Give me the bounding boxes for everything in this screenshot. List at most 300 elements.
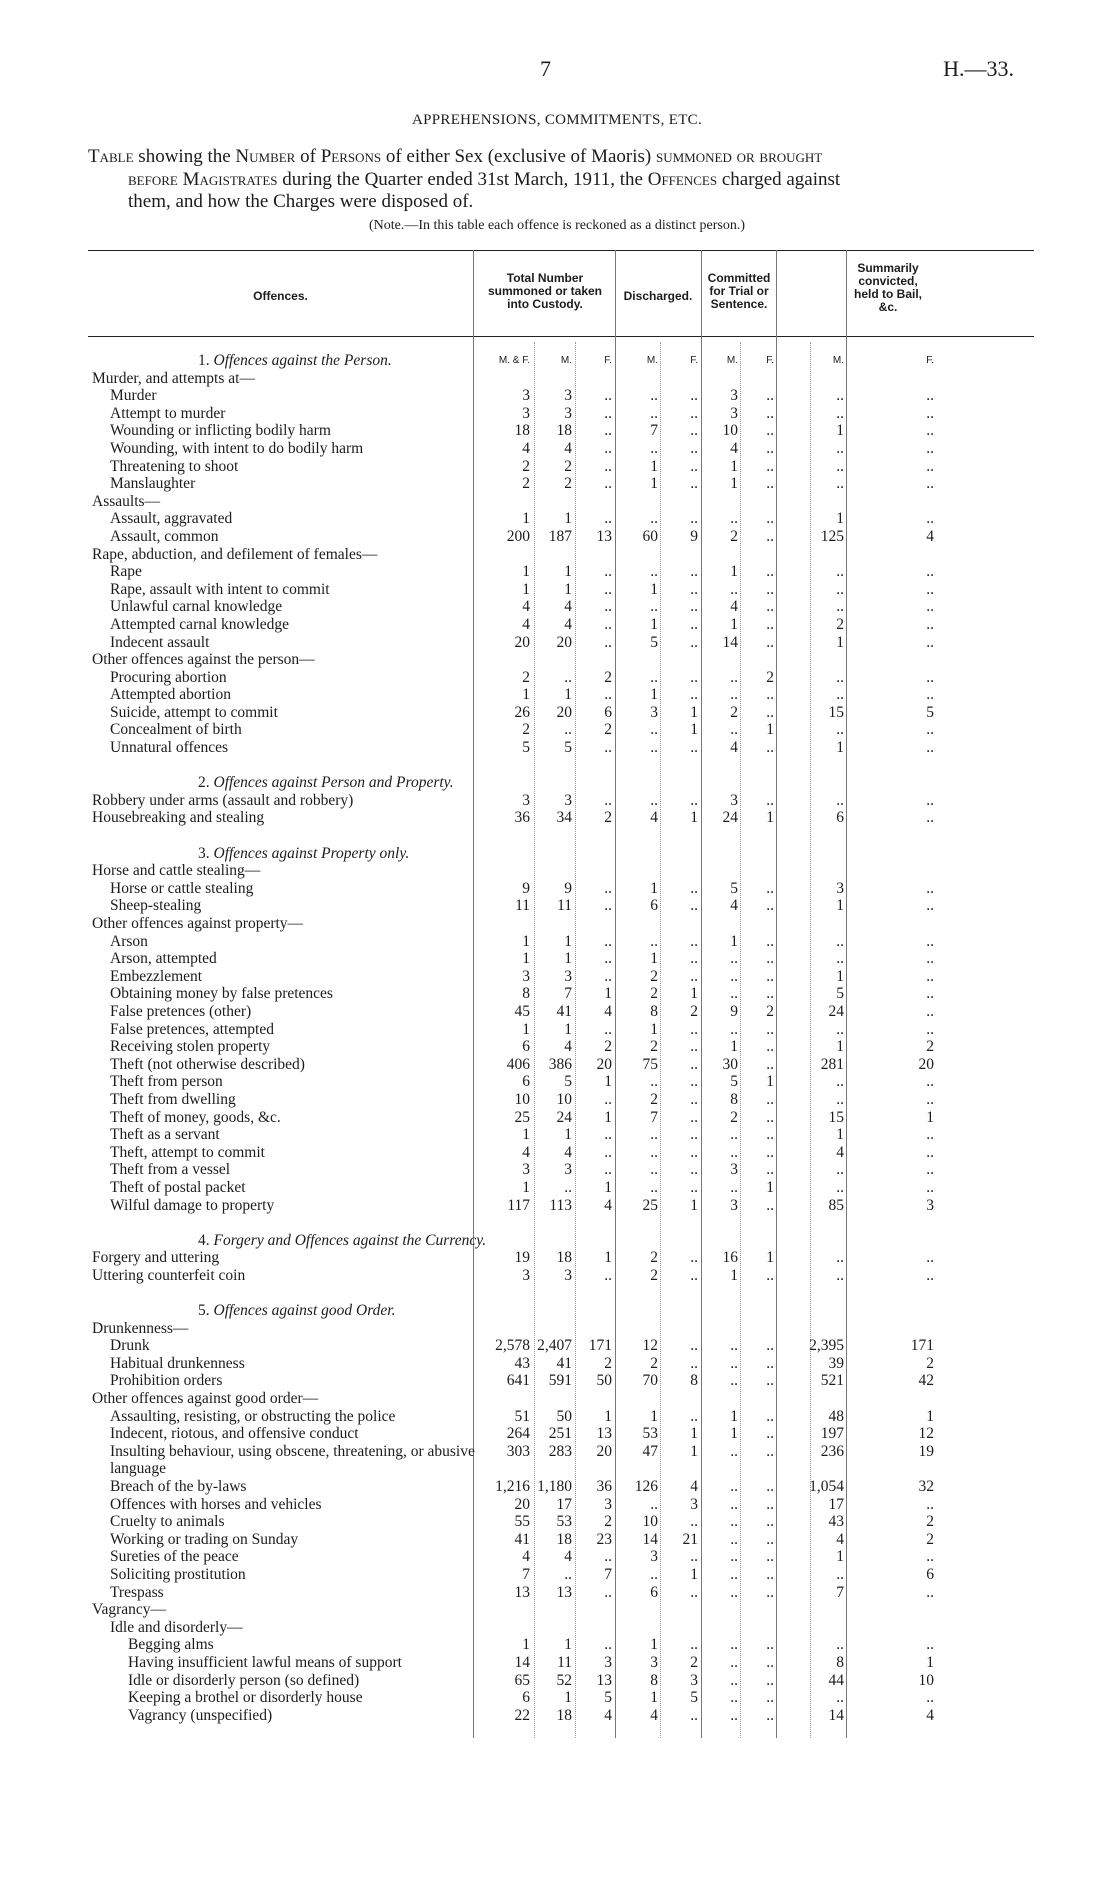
table-row	[88, 1126, 1034, 1144]
value-cell: 50	[556, 1407, 572, 1425]
value-cell: ..	[690, 1636, 698, 1654]
value-cell: 6	[836, 809, 844, 827]
value-cell: 5	[650, 633, 658, 651]
offence-label: Assaulting, resisting, or obstructing the police	[110, 1407, 396, 1425]
value-cell: 11	[515, 897, 530, 915]
table-row	[88, 1513, 1034, 1531]
value-cell: ..	[926, 387, 934, 405]
offence-label: Soliciting prostitution	[110, 1565, 246, 1583]
value-cell: ..	[690, 422, 698, 440]
value-cell: ..	[730, 985, 738, 1003]
value-cell: ..	[766, 1425, 774, 1443]
value-cell: 20	[556, 703, 572, 721]
value-cell: 6	[650, 1583, 658, 1601]
value-cell: 26	[514, 703, 530, 721]
value-cell: 6	[522, 1038, 530, 1056]
value-cell: ..	[730, 721, 738, 739]
value-cell: ..	[926, 1178, 934, 1196]
value-cell: 1	[604, 1073, 612, 1091]
value-cell: 4	[564, 1143, 572, 1161]
value-cell: 7	[564, 985, 572, 1003]
value-cell: ..	[650, 1495, 658, 1513]
value-cell: ..	[766, 897, 774, 915]
value-cell: ..	[926, 1689, 934, 1707]
value-cell: 1	[650, 475, 658, 493]
value-cell: 1	[690, 985, 698, 1003]
value-cell: ..	[690, 879, 698, 897]
value-cell: ..	[766, 1653, 774, 1671]
table-row	[88, 915, 1034, 933]
value-cell: ..	[926, 1090, 934, 1108]
table-row	[88, 634, 1034, 652]
value-cell: 42	[918, 1372, 934, 1390]
value-cell: 1	[650, 580, 658, 598]
value-cell: ..	[926, 809, 934, 827]
value-cell: 4	[650, 1706, 658, 1724]
value-cell: 50	[596, 1372, 612, 1390]
offence-label: Theft as a servant	[110, 1126, 220, 1144]
offence-label: Theft from person	[110, 1073, 223, 1091]
value-cell: ..	[690, 1038, 698, 1056]
value-cell: ..	[766, 1671, 774, 1689]
spacer-row	[88, 757, 1034, 775]
value-cell: 2	[926, 1354, 934, 1372]
value-cell: ..	[836, 387, 844, 405]
value-cell: 44	[828, 1671, 844, 1689]
value-cell: 2	[604, 721, 612, 739]
value-cell: 2	[650, 967, 658, 985]
value-cell: 2	[690, 1002, 698, 1020]
value-cell: ..	[604, 475, 612, 493]
value-cell: 3	[604, 1653, 612, 1671]
value-cell: M.	[832, 355, 844, 366]
value-cell: ..	[650, 598, 658, 616]
offence-label: Breach of the by-laws	[110, 1478, 247, 1495]
offence-label: Manslaughter	[110, 475, 196, 493]
value-cell: ..	[926, 950, 934, 968]
value-cell: 15	[828, 703, 844, 721]
value-cell: ..	[766, 510, 774, 528]
value-cell: 3	[650, 1653, 658, 1671]
value-cell: 20	[514, 1495, 530, 1513]
value-cell: 4	[564, 615, 572, 633]
page-number: 7	[540, 56, 551, 81]
value-cell: 17	[828, 1495, 844, 1513]
offence-label: Vagrancy (unspecified)	[128, 1706, 273, 1724]
value-cell: ..	[926, 1266, 934, 1284]
value-cell: 4	[730, 897, 738, 915]
value-cell: 24	[556, 1108, 572, 1126]
value-cell: 5	[604, 1689, 612, 1707]
value-cell: ..	[766, 1196, 774, 1214]
value-cell: 4	[564, 598, 572, 616]
value-cell: 13	[596, 527, 612, 545]
table-row	[88, 1496, 1034, 1514]
value-cell: ..	[690, 475, 698, 493]
offence-label: Assault, aggravated	[110, 510, 233, 528]
value-cell: M. & F.	[498, 355, 530, 366]
offence-label: Wilful damage to property	[110, 1196, 275, 1214]
offence-label: Theft from dwelling	[110, 1090, 236, 1108]
value-cell: 1	[650, 686, 658, 704]
table-row	[88, 1197, 1034, 1215]
value-cell: ..	[730, 1442, 738, 1460]
value-cell: 1	[836, 1038, 844, 1056]
value-cell: 3	[650, 703, 658, 721]
value-cell: ..	[836, 1178, 844, 1196]
value-cell: 1	[690, 1565, 698, 1583]
value-cell: ..	[604, 439, 612, 457]
value-cell: 1	[564, 1636, 572, 1654]
table-row	[88, 1601, 1034, 1619]
value-cell: ..	[766, 1038, 774, 1056]
value-cell: 1	[650, 615, 658, 633]
value-cell: 1	[650, 1689, 658, 1707]
table-row	[88, 1109, 1034, 1127]
table-row	[88, 792, 1034, 810]
value-cell: 1	[522, 950, 530, 968]
offence-label: Arson, attempted	[110, 950, 217, 968]
offence-label: Trespass	[110, 1583, 164, 1601]
value-cell: ..	[604, 580, 612, 598]
value-cell: 1	[522, 1126, 530, 1144]
table-row	[88, 1372, 1034, 1390]
value-cell: 200	[506, 527, 530, 545]
offence-label: Horse or cattle stealing	[110, 879, 254, 897]
table-top-rule	[88, 250, 1034, 251]
value-cell: ..	[766, 1055, 774, 1073]
value-cell: ..	[690, 668, 698, 686]
value-cell: 2,407	[537, 1337, 572, 1355]
value-cell: 4	[604, 1706, 612, 1724]
value-cell: 9	[522, 879, 530, 897]
value-cell: 4	[522, 439, 530, 457]
value-cell: 1	[690, 809, 698, 827]
offence-label: Habitual drunkenness	[110, 1354, 245, 1372]
header-summarily: Summarily convicted, held to Bail, &c.	[853, 261, 922, 314]
value-cell: ..	[690, 439, 698, 457]
value-cell: 5	[836, 985, 844, 1003]
value-cell: ..	[730, 1583, 738, 1601]
value-cell: 4	[604, 1196, 612, 1214]
value-cell: 2,578	[495, 1337, 530, 1355]
offence-label: Forgery and uttering	[92, 1249, 220, 1267]
value-cell: 5	[730, 879, 738, 897]
value-cell: ..	[690, 967, 698, 985]
value-cell: ..	[926, 1636, 934, 1654]
value-cell: 1	[564, 932, 572, 950]
table-row	[88, 1707, 1034, 1725]
value-cell: 2	[604, 1513, 612, 1531]
value-cell: ..	[604, 932, 612, 950]
value-cell: ..	[766, 1266, 774, 1284]
offence-label: Drunk	[110, 1337, 150, 1355]
value-cell: 25	[514, 1108, 530, 1126]
value-cell: ..	[730, 1548, 738, 1566]
value-cell: 1	[730, 475, 738, 493]
value-cell: 2	[730, 527, 738, 545]
value-cell: 1	[836, 633, 844, 651]
value-cell: 2	[650, 1354, 658, 1372]
value-cell: 24	[722, 809, 738, 827]
value-cell: M.	[560, 355, 572, 366]
value-cell: ..	[730, 1143, 738, 1161]
offence-label: Horse and cattle stealing—	[92, 862, 261, 880]
table-row	[88, 546, 1034, 564]
value-cell: 18	[556, 1706, 572, 1724]
value-cell: ..	[836, 1565, 844, 1583]
table-row	[88, 458, 1034, 476]
offence-label: Attempted carnal knowledge	[110, 615, 290, 633]
value-cell: 6	[604, 703, 612, 721]
value-cell: 3	[730, 404, 738, 422]
table-header-rule	[88, 336, 1034, 337]
value-cell: 251	[548, 1425, 572, 1443]
value-cell: ..	[730, 686, 738, 704]
table-row	[88, 845, 1034, 863]
value-cell: 20	[556, 633, 572, 651]
value-cell: ..	[690, 1583, 698, 1601]
value-cell: 4	[604, 1002, 612, 1020]
value-cell: 4	[564, 1548, 572, 1566]
value-cell: ..	[690, 457, 698, 475]
value-cell: 4	[522, 598, 530, 616]
value-cell: ..	[766, 387, 774, 405]
value-cell: 51	[514, 1407, 530, 1425]
value-cell: 1	[604, 1108, 612, 1126]
value-cell: ..	[766, 703, 774, 721]
value-cell: ..	[730, 1689, 738, 1707]
value-cell: ..	[836, 1636, 844, 1654]
value-cell: 1	[650, 1407, 658, 1425]
spacer-row	[88, 1284, 1034, 1302]
value-cell: 2	[604, 809, 612, 827]
value-cell: 10	[918, 1671, 934, 1689]
value-cell: ..	[730, 950, 738, 968]
value-cell: 45	[514, 1002, 530, 1020]
value-cell: 7	[836, 1583, 844, 1601]
value-cell: 1	[522, 932, 530, 950]
value-cell: 4	[564, 439, 572, 457]
value-cell: ..	[766, 1407, 774, 1425]
value-cell: 7	[522, 1565, 530, 1583]
offence-label: 5. Offences against good Order.	[198, 1302, 396, 1320]
value-cell: 9	[564, 879, 572, 897]
value-cell: 15	[828, 1108, 844, 1126]
table-row	[88, 1021, 1034, 1039]
table-row	[88, 1003, 1034, 1021]
value-cell: 1	[650, 1636, 658, 1654]
value-cell: 3	[522, 404, 530, 422]
value-cell: ..	[690, 580, 698, 598]
value-cell: 3	[926, 1196, 934, 1214]
value-cell: ..	[926, 1143, 934, 1161]
value-cell: 9	[690, 527, 698, 545]
value-cell: ..	[650, 1126, 658, 1144]
value-cell: 6	[522, 1689, 530, 1707]
table-row	[88, 704, 1034, 722]
value-cell: ..	[926, 897, 934, 915]
value-cell: 5	[564, 1073, 572, 1091]
value-cell: 1	[690, 721, 698, 739]
value-cell: 303	[506, 1442, 530, 1460]
value-cell: 1	[604, 1249, 612, 1267]
header-total: Total Number summoned or taken into Custody.	[487, 271, 603, 311]
value-cell: ..	[766, 950, 774, 968]
value-cell: 1	[730, 932, 738, 950]
value-cell: 17	[556, 1495, 572, 1513]
value-cell: 13	[556, 1583, 572, 1601]
value-cell: 1	[766, 809, 774, 827]
value-cell: 4	[650, 809, 658, 827]
value-cell: 1	[926, 1407, 934, 1425]
value-cell: ..	[650, 387, 658, 405]
offence-label: Unnatural offences	[110, 739, 229, 757]
value-cell: ..	[690, 615, 698, 633]
value-cell: 10	[722, 422, 738, 440]
value-cell: 5	[730, 1073, 738, 1091]
value-cell: ..	[836, 668, 844, 686]
offence-label: Sureties of the peace	[110, 1548, 239, 1566]
offence-label: 2. Offences against Person and Property.	[198, 774, 454, 792]
value-cell: 2	[522, 475, 530, 493]
value-cell: ..	[766, 1636, 774, 1654]
value-cell: 4	[522, 1548, 530, 1566]
value-cell: 16	[722, 1249, 738, 1267]
value-cell: 48	[828, 1407, 844, 1425]
value-cell: ..	[836, 721, 844, 739]
table-row	[88, 493, 1034, 511]
value-cell: ..	[926, 1161, 934, 1179]
table-row	[88, 405, 1034, 423]
offence-label: Drunkenness—	[92, 1319, 189, 1337]
offence-label: Attempt to murder	[110, 404, 226, 422]
value-cell: 1	[836, 897, 844, 915]
value-cell: 2	[604, 1038, 612, 1056]
value-cell: ..	[926, 598, 934, 616]
value-cell: ..	[604, 387, 612, 405]
value-cell: 11	[557, 1653, 572, 1671]
value-cell: 5	[522, 739, 530, 757]
value-cell: 8	[650, 1671, 658, 1689]
value-cell: ..	[766, 475, 774, 493]
value-cell: ..	[650, 439, 658, 457]
offence-label: Working or trading on Sunday	[110, 1530, 299, 1548]
value-cell: 8	[522, 985, 530, 1003]
value-cell: ..	[604, 1090, 612, 1108]
value-cell: 1	[690, 1196, 698, 1214]
value-cell: ..	[604, 1020, 612, 1038]
offence-label: Uttering counterfeit coin	[92, 1266, 246, 1284]
value-cell: ..	[926, 633, 934, 651]
table-row	[88, 1073, 1034, 1091]
value-cell: ..	[730, 1671, 738, 1689]
value-cell: 1,216	[495, 1478, 530, 1495]
value-cell: 1	[522, 580, 530, 598]
value-cell: ..	[604, 967, 612, 985]
value-cell: 6	[650, 897, 658, 915]
value-cell: ..	[766, 1090, 774, 1108]
value-cell: 3	[604, 1495, 612, 1513]
value-cell: 10	[642, 1513, 658, 1531]
offence-label: Murder	[110, 387, 157, 405]
offence-label: Cruelty to animals	[110, 1513, 225, 1531]
value-cell: ..	[926, 1020, 934, 1038]
value-cell: 8	[650, 1002, 658, 1020]
value-cell: 53	[556, 1513, 572, 1531]
value-cell: ..	[766, 598, 774, 616]
value-cell: ..	[564, 1178, 572, 1196]
value-cell: F.	[690, 355, 698, 366]
value-cell: 14	[514, 1653, 530, 1671]
value-cell: ..	[604, 457, 612, 475]
value-cell: 1	[836, 1126, 844, 1144]
value-cell: ..	[926, 1073, 934, 1091]
table-row	[88, 1478, 1034, 1496]
offence-label: language	[110, 1460, 166, 1478]
value-cell: 283	[548, 1442, 572, 1460]
value-cell: 2	[564, 457, 572, 475]
value-cell: 1	[836, 739, 844, 757]
value-cell: 52	[556, 1671, 572, 1689]
value-cell: ..	[766, 932, 774, 950]
value-cell: 2	[766, 668, 774, 686]
table-row	[88, 739, 1034, 757]
value-cell: 1	[522, 686, 530, 704]
value-cell: ..	[926, 668, 934, 686]
offence-label: Insulting behaviour, using obscene, threatening, or abusive	[110, 1442, 475, 1460]
value-cell: ..	[604, 897, 612, 915]
offence-label: Offences with horses and vehicles	[110, 1495, 322, 1513]
value-cell: 1	[604, 1407, 612, 1425]
value-cell: ..	[690, 950, 698, 968]
header-discharged: Discharged.	[623, 289, 693, 303]
value-cell: 1	[766, 1249, 774, 1267]
value-cell: ..	[836, 791, 844, 809]
offence-label: Suicide, attempt to commit	[110, 703, 278, 721]
value-cell: ..	[836, 439, 844, 457]
value-cell: 126	[634, 1478, 658, 1495]
value-cell: 14	[722, 633, 738, 651]
value-cell: 20	[596, 1055, 612, 1073]
value-cell: ..	[836, 475, 844, 493]
table-row	[88, 651, 1034, 669]
value-cell: ..	[926, 985, 934, 1003]
table-row	[88, 1144, 1034, 1162]
value-cell: ..	[604, 1636, 612, 1654]
value-cell: ..	[766, 1548, 774, 1566]
value-cell: ..	[926, 457, 934, 475]
value-cell: ..	[604, 633, 612, 651]
table-row	[88, 1161, 1034, 1179]
value-cell: ..	[730, 967, 738, 985]
value-cell: 1	[522, 1020, 530, 1038]
value-cell: ..	[690, 686, 698, 704]
value-cell: ..	[766, 1337, 774, 1355]
offence-label: Arson	[110, 932, 148, 950]
value-cell: 3	[564, 1161, 572, 1179]
value-cell: M.	[646, 355, 658, 366]
value-cell: ..	[766, 1354, 774, 1372]
value-cell: ..	[604, 563, 612, 581]
value-cell: 10	[556, 1090, 572, 1108]
value-cell: 5	[926, 703, 934, 721]
value-cell: ..	[690, 1108, 698, 1126]
offence-label: Having insufficient lawful means of support	[128, 1653, 402, 1671]
value-cell: 3	[564, 791, 572, 809]
value-cell: 1	[766, 1073, 774, 1091]
value-cell: 3	[730, 1196, 738, 1214]
